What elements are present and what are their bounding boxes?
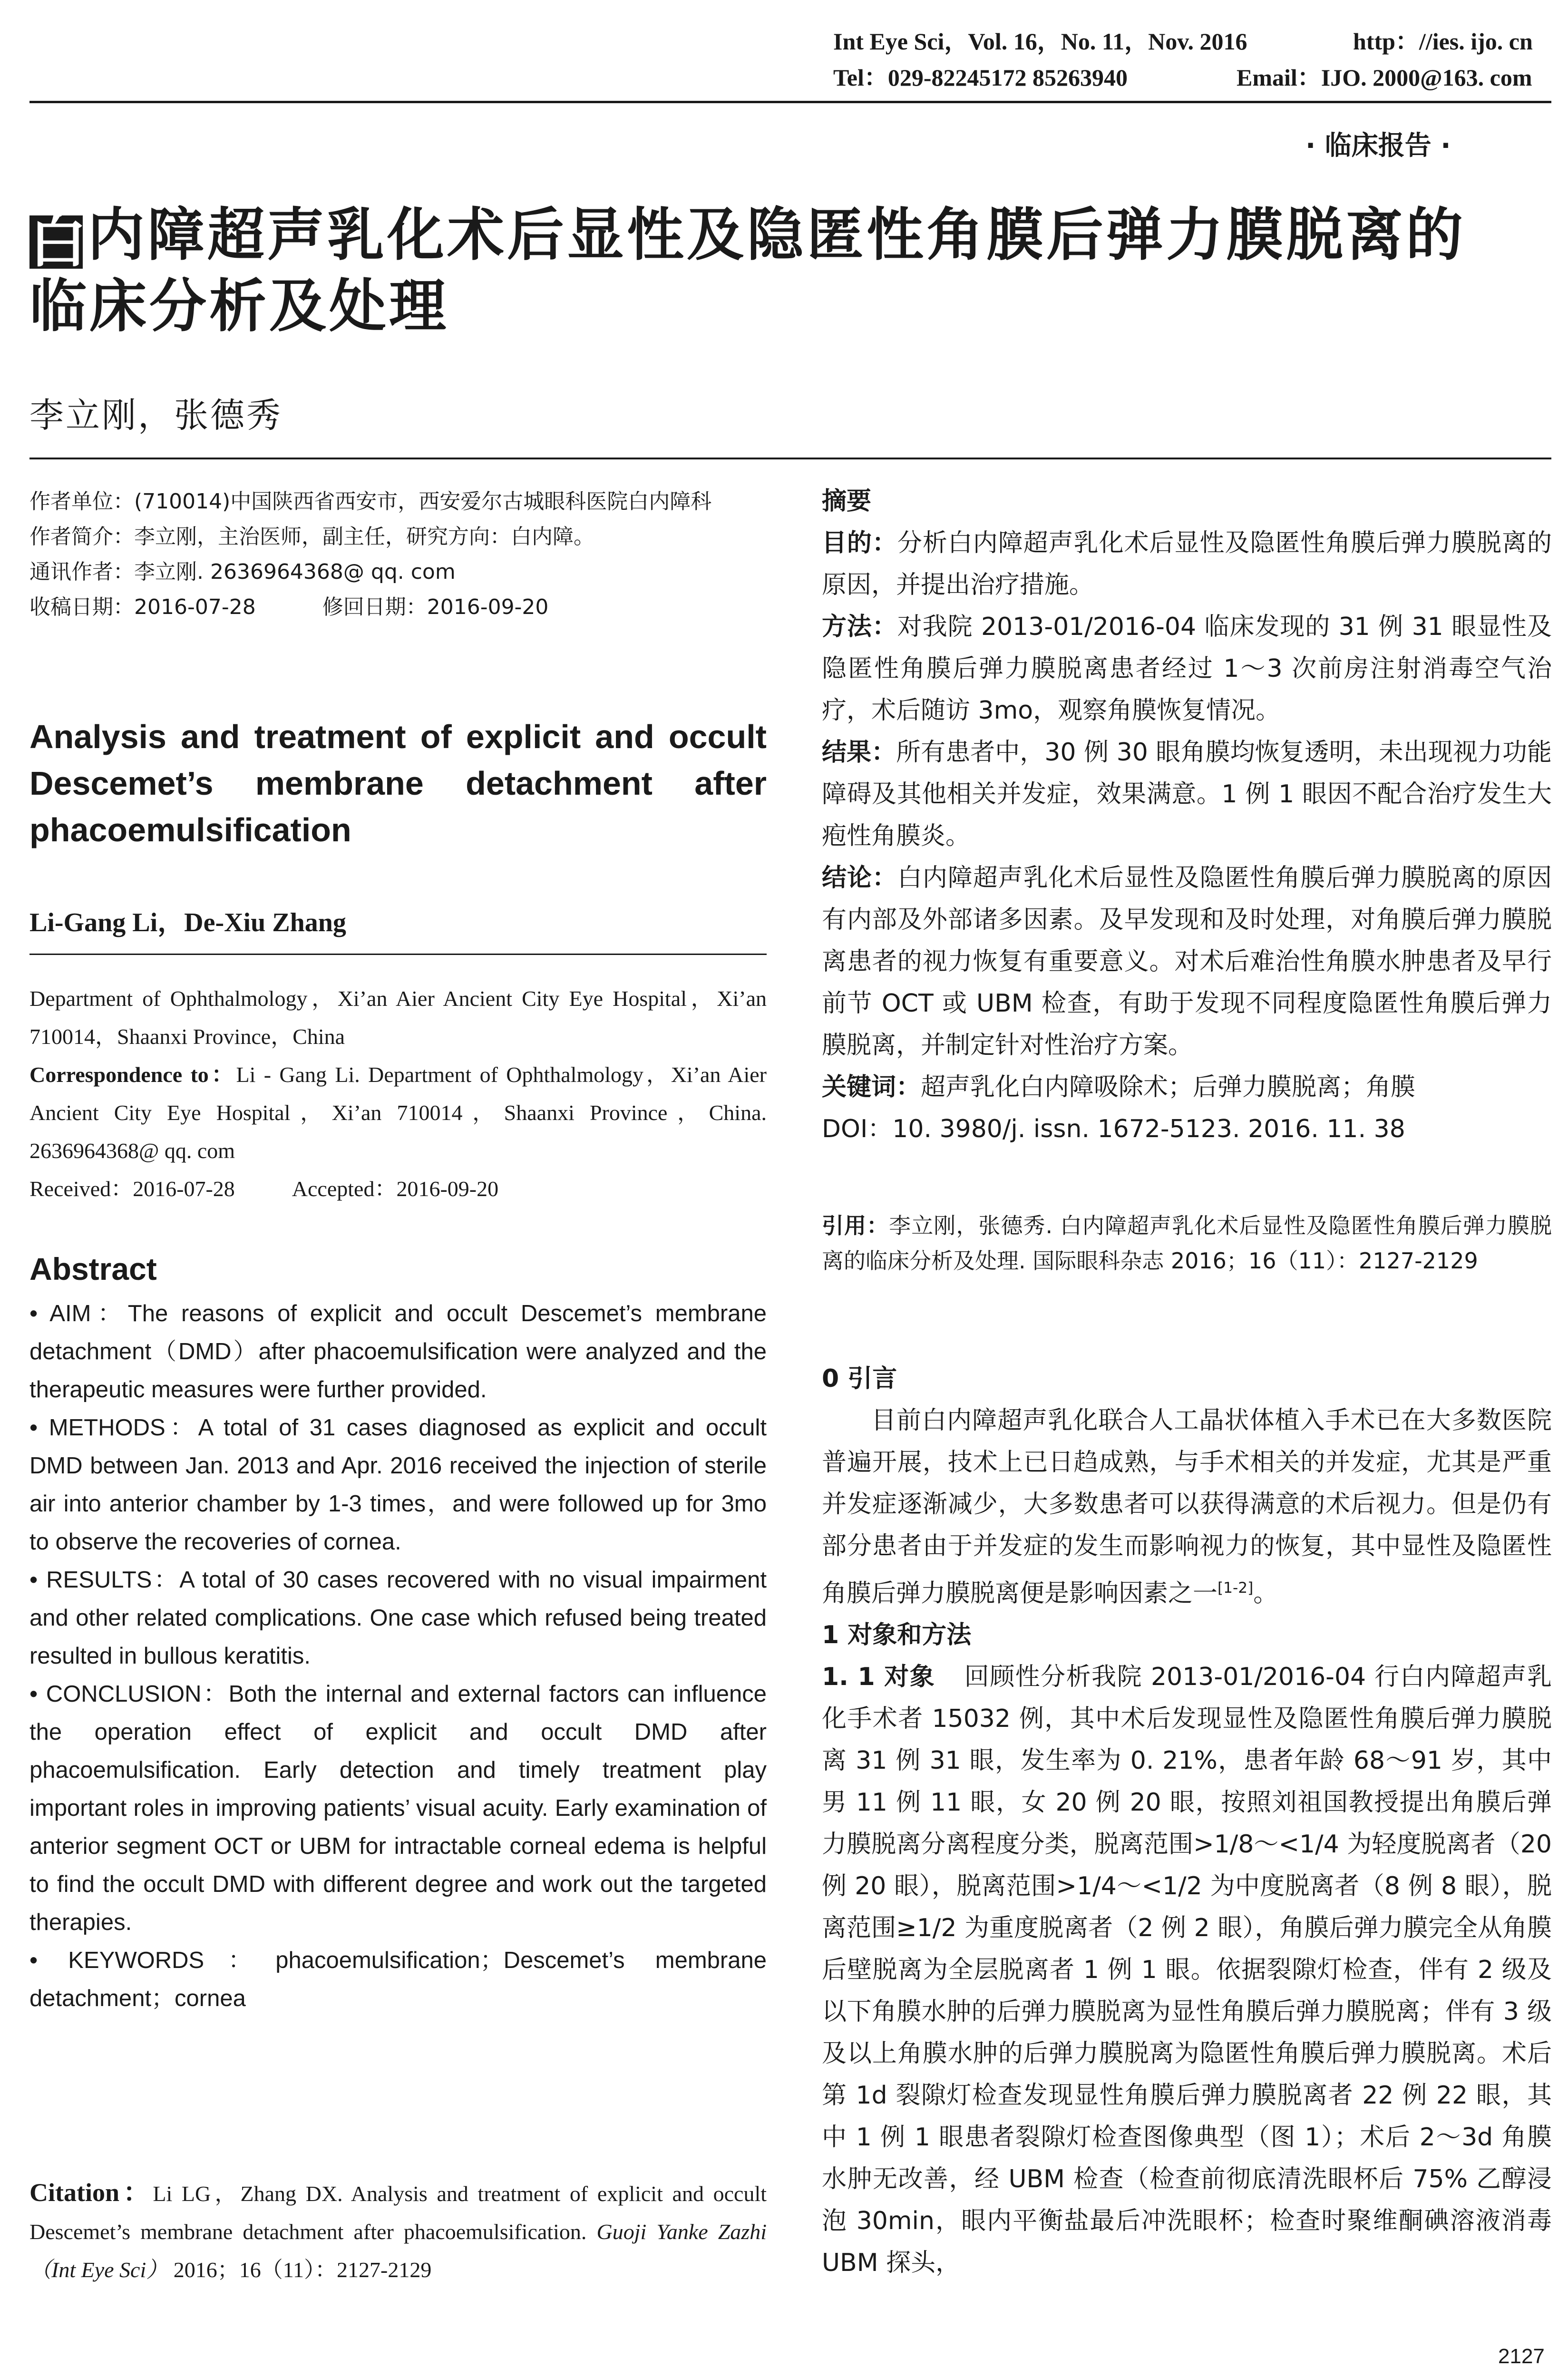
intro-paragraph [822, 1400, 1552, 1614]
title-marker: 白 [29, 209, 87, 275]
abstract-heading-cn: 摘要 [822, 487, 872, 516]
citation-cn [822, 1208, 1552, 1278]
abstract-cn-results [822, 731, 1552, 857]
title-line-1 [29, 200, 1551, 275]
affiliation-unit: 作者单位：(710014)中国陕西省西安市，西安爱尔古城眼科医院白内障科 [29, 489, 712, 514]
citation-text-en: Li LG，Zhang DX. Analysis and treatment of explicit and occult Descemet’s membrane detachment after phacoemulsification. [29, 2182, 767, 2244]
correspondence-label: Correspondence to： [29, 1062, 236, 1087]
abstract-cn-keywords-text: 超声乳化白内障吸除术；后弹力膜脱离；角膜 [921, 1073, 1416, 1101]
abstract-cn-keywords [822, 1066, 1552, 1108]
received-date-en: Received：2016-07-28 [29, 1177, 235, 1201]
intro-end: 。 [1253, 1579, 1278, 1608]
affiliation-cn [29, 484, 767, 625]
affiliation-dates [29, 590, 767, 625]
doi: DOI：10. 3980/j. issn. 1672-5123. 2016. 11. 38 [822, 1115, 1405, 1143]
page-number: 2127 [1498, 2345, 1545, 2368]
subjects-paragraph [822, 1656, 1552, 2284]
en-authors-rule [29, 954, 767, 955]
abstract-conclusion: • CONCLUSION：Both the internal and external factors can influence the operation effect of explicit and occult DMD after phacoemulsification. Early detection and timely treatment play important roles in improving patients’ visual acuity. Early examination of anterior segment OCT or UBM for intractable corneal edema is helpful to find the occult DMD with different degree and work out the targeted therapies. [29, 1681, 767, 1935]
abstract-cn-conclusion [822, 857, 1552, 1066]
title-line-1-text: 内障超声乳化术后显性及隐匿性角膜后弹力膜脱离的 [88, 202, 1466, 268]
intro-text: 目前白内障超声乳化联合人工晶状体植入手术已在大多数医院普遍开展，技术上已日趋成熟，与手术相关的并发症，尤其是严重并发症逐渐减少，大多数患者可以获得满意的术后视力。但是仍有部分患者由于并发症的发生而影响视力的恢复，其中显性及隐匿性角膜后弹力膜脱离便是影响因素之一 [822, 1406, 1552, 1608]
authors-cn: 李立刚，张德秀 [29, 395, 283, 435]
abstract-cn-aim [822, 522, 1552, 606]
subjects-label: 1. 1 对象 [822, 1663, 935, 1692]
abstract-cn-results-label: 结果： [822, 738, 896, 767]
abstract-cn-keywords-label: 关键词： [822, 1073, 921, 1101]
section-tag: · 临床报告 · [1305, 130, 1451, 161]
body-text [822, 1358, 1552, 2284]
journal-email: Email：IJO. 2000@163. com [1237, 64, 1532, 91]
intro-heading: 0 引言 [822, 1364, 897, 1393]
affiliation-en [29, 980, 767, 1208]
title-line-2: 临床分析及处理 [29, 273, 449, 340]
title-cn [29, 200, 1551, 342]
journal-tel: Tel：029-82245172 85263940 [833, 64, 1128, 91]
abstract-aim: • AIM：The reasons of explicit and occult Descemet’s membrane detachment（DMD）after phacoemulsification were analyzed and the therapeutic measures were further provided. [29, 1301, 767, 1403]
abstract-cn-conclusion-label: 结论： [822, 864, 897, 892]
title-rule [29, 458, 1551, 459]
affiliation-bio: 作者简介：李立刚，主治医师，副主任，研究方向：白内障。 [29, 525, 594, 549]
citation-tail-en: 2016；16（11）：2127-2129 [168, 2258, 432, 2282]
affiliation-corr: 通讯作者：李立刚. 2636964368@ qq. com [29, 560, 456, 584]
abstract-keywords: • KEYWORDS：phacoemulsification；Descemet’s membrane detachment；cornea [29, 1948, 767, 2011]
methods-heading: 1 对象和方法 [822, 1621, 972, 1650]
received-date-cn: 收稿日期：2016-07-28 [29, 595, 256, 619]
abstract-methods: • METHODS：A total of 31 cases diagnosed as explicit and occult DMD between Jan. 2013 and Apr. 2016 received the injection of sterile air into anterior chamber by 1-3 times，and were followed up for 3mo to observe the recoveries of cornea. [29, 1415, 767, 1555]
authors-en: Li-Gang Li，De-Xiu Zhang [29, 908, 346, 937]
abstract-cn-methods-label: 方法： [822, 613, 897, 641]
department-en: Department of Ophthalmology，Xi’an Aier Ancient City Eye Hospital，Xi’an 710014，Shaanxi Province，China [29, 986, 767, 1049]
dates-en [29, 1170, 767, 1208]
citation-journal-en: Guoji Yanke Zazhi（Int Eye Sci） [29, 2220, 767, 2282]
abstract-cn-aim-text: 分析白内障超声乳化术后显性及隐匿性角膜后弹力膜脱离的原因，并提出治疗措施。 [822, 529, 1552, 599]
abstract-cn-methods [822, 606, 1552, 731]
subjects-text: 回顾性分析我院 2013-01/2016-04 行白内障超声乳化手术者 15032 例，其中术后发现显性及隐匿性角膜后弹力膜脱离 31 例 31 眼，发生率为 0. 21%，患者年龄 68～91 岁，其中男 11 例 11 眼，女 20 例 20 眼，按照刘祖国教授提出角膜后弹力膜脱离分离程度分类，脱离范围>1/8～<1/4 为轻度脱离者（20 例 20 眼），脱离范围>1/4～<1/2 为中度脱离者（8 例 8 眼），脱离范围≥1/2 为重度脱离者（2 例 2 眼），角膜后弹力膜完全从角膜后壁脱离为全层脱离者 1 例 1 眼。依据裂隙灯检查，伴有 2 级及以下角膜水肿的后弹力膜脱离为显性角膜后弹力膜脱离；伴有 3 级及以上角膜水肿的后弹力膜脱离为隐匿性角膜后弹力膜脱离。术后第 1d 裂隙灯检查发现显性角膜后弹力膜脱离者 22 例 22 眼，其中 1 例 1 眼患者裂隙灯检查图像典型（图 1）；术后 2～3d 角膜水肿无改善，经 UBM 检查（检查前彻底清洗眼杯后 75% 乙醇浸泡 30min，眼内平衡盐最后冲洗眼杯；检查时聚维酮碘溶液消毒 UBM 探头， [822, 1663, 1552, 2278]
accepted-date-en: Accepted：2016-09-20 [292, 1177, 499, 1201]
title-en: Analysis and treatment of explicit and occult Descemet’s membrane detachment after phacoemulsification [29, 718, 767, 848]
abstract-en [29, 1295, 767, 2017]
intro-ref: [1-2] [1217, 1579, 1254, 1597]
revised-date-cn: 修回日期：2016-09-20 [322, 595, 549, 619]
correspondence-en [29, 1056, 767, 1170]
citation-label-cn: 引用： [822, 1213, 889, 1238]
abstract-heading-en: Abstract [29, 1251, 157, 1286]
citation-en [29, 2173, 767, 2289]
journal-website: http：//ies. ijo. cn [1353, 28, 1533, 55]
abstract-cn-methods-text: 对我院 2013-01/2016-04 临床发现的 31 例 31 眼显性及隐匿性角膜后弹力膜脱离患者经过 1～3 次前房注射消毒空气治疗，术后随访 3mo，观察角膜恢复情况。 [822, 613, 1552, 725]
abstract-cn [822, 480, 1552, 1150]
abstract-cn-aim-label: 目的： [822, 529, 897, 557]
abstract-cn-conclusion-text: 白内障超声乳化术后显性及隐匿性角膜后弹力膜脱离的原因有内部及外部诸多因素。及早发现和及时处理，对角膜后弹力膜脱离患者的视力恢复有重要意义。对术后难治性角膜水肿患者及早行前节 OCT 或 UBM 检查，有助于发现不同程度隐匿性角膜后弹力膜脱离，并制定针对性治疗方案。 [822, 864, 1552, 1060]
abstract-results: • RESULTS：A total of 30 cases recovered with no visual impairment and other related complications. One case which refused being treated resulted in bullous keratitis. [29, 1567, 767, 1669]
citation-label-en: Citation： [29, 2178, 153, 2207]
correspondence-text: Li - Gang Li. Department of Ophthalmology，Xi’an Aier Ancient City Eye Hospital，Xi’an 710014，Shaanxi Province，China. 2636964368@ qq. com [29, 1062, 767, 1163]
header-rule [29, 101, 1551, 103]
citation-text-cn: 李立刚，张德秀. 白内障超声乳化术后显性及隐匿性角膜后弹力膜脱离的临床分析及处理. 国际眼科杂志 2016；16（11）：2127-2129 [822, 1213, 1552, 1274]
journal-info: Int Eye Sci，Vol. 16，No. 11，Nov. 2016 [833, 28, 1247, 55]
abstract-cn-results-text: 所有患者中，30 例 30 眼角膜均恢复透明，未出现视力功能障碍及其他相关并发症，效果满意。1 例 1 眼因不配合治疗发生大疱性角膜炎。 [822, 738, 1552, 850]
